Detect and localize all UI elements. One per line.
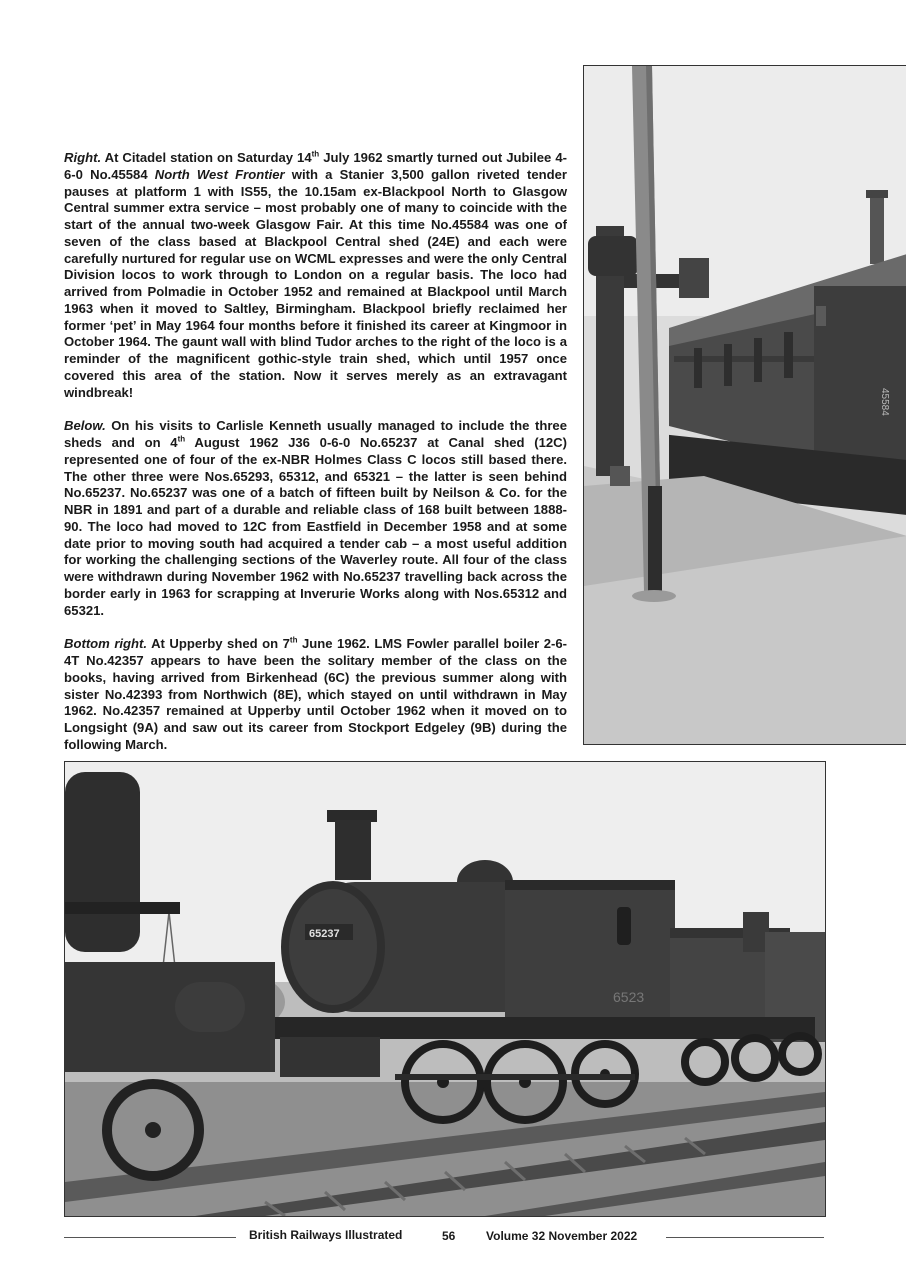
issue-info: Volume 32 November 2022: [486, 1229, 638, 1243]
caption-lead: Bottom right.: [64, 636, 148, 652]
caption-lead: Right.: [64, 150, 102, 165]
page-footer: [64, 1228, 824, 1248]
smokebox-number: 65237: [309, 928, 340, 940]
page-number: 56: [442, 1229, 456, 1243]
caption-column: [64, 150, 567, 771]
ordinal-suffix: th: [311, 149, 320, 159]
caption-text: with a Stanier 3,500 gallon riveted tender pauses at platform 1 with IS55, the 10.15am ex-Blackpool North to Glasgow Central summer extra service – most probably one of many to coincide with the start of the annual two-week Glasgow Fair. At this time No.45584 was one of seven of the class based at Blackpool Central shed (24E) and each were carefully nurtured for regular use on WCML expresses and were the only Central Division locos to work through to London on a regular basis. The loco had arrived from Polmadie in October 1952 and remained at Blackpool until March 1963 when it moved to Saltley, Birmingham. Blackpool briefly reclaimed her former ‘pet’ in May 1964 four months before it finished its career at Kingmoor in October 1964. The gaunt wall with blind Tudor arches to the right of the loco is a reminder of the magnificent gothic-style train shed, which until 1957 once covered this area of the station. Now it serves merely as an extravagant windbreak!: [64, 166, 568, 400]
publication-name: British Railways Illustrated: [249, 1228, 403, 1242]
caption-below: [64, 418, 567, 619]
caption-text: June 1962. LMS Fowler parallel boiler 2-6-4T No.42357 appears to have been the solitary member of the class on the books, having arrived from Birkenhead (6C) the previous summer along with sister No.42393 from Northwich (8E), which stayed on until withdrawn in May 1962. No.42357 remained at Upperby until October 1962 when it moved on to Longsight (9A) and saw out its career from Stockport Edgeley (9B) during the following March.: [64, 636, 568, 752]
ordinal-suffix: th: [289, 635, 298, 645]
caption-right: [64, 150, 567, 401]
caption-text: August 1962 J36 0-6-0 No.65237 at Canal shed (12C) represented one of four of the ex-NBR Holmes Class C locos still based there. The other three were Nos.65293, 65312, and 65321 – the latter is seen behind No.65237. No.65237 was one of a batch of fifteen built by Neilson & Co. for the NBR in 1891 and part of a durable and reliable class of 168 built between 1888-90. The loco had moved to 12C from Eastfield in December 1958 and at some date prior to moving south had acquired a tender cab – a most useful addition for working the challenging sections of the Waverley route. All four of the class were withdrawn during November 1962 with No.65237 travelling back across the border early in 1963 for scrapping at Inverurie Works along with Nos.65312 and 65321.: [64, 435, 567, 618]
footer-rule-right: [666, 1237, 824, 1238]
j36-photo-illustration: [65, 762, 825, 1216]
photo-j36-canal-shed: [64, 761, 826, 1217]
caption-lead: Below.: [64, 418, 106, 434]
ordinal-suffix: th: [177, 434, 186, 444]
footer-rule-left: [64, 1237, 236, 1238]
caption-text: At Upperby shed on 7: [147, 636, 290, 652]
photo-jubilee-citadel-station: [583, 65, 906, 745]
loco-cab-number: 45584: [879, 388, 890, 416]
jubilee-photo-illustration: [584, 66, 906, 744]
caption-bottom-right: [64, 636, 567, 753]
cab-number: 6523: [613, 989, 645, 1005]
caption-text: At Citadel station on Saturday 14: [101, 150, 312, 165]
loco-name: North West Frontier: [154, 166, 285, 182]
caption-text: On his visits to Carlisle Kenneth usually managed to include the three sheds and on 4: [64, 418, 567, 450]
caption-text: July 1962 smartly turned out Jubilee 4-6-0 No.45584: [64, 150, 567, 182]
